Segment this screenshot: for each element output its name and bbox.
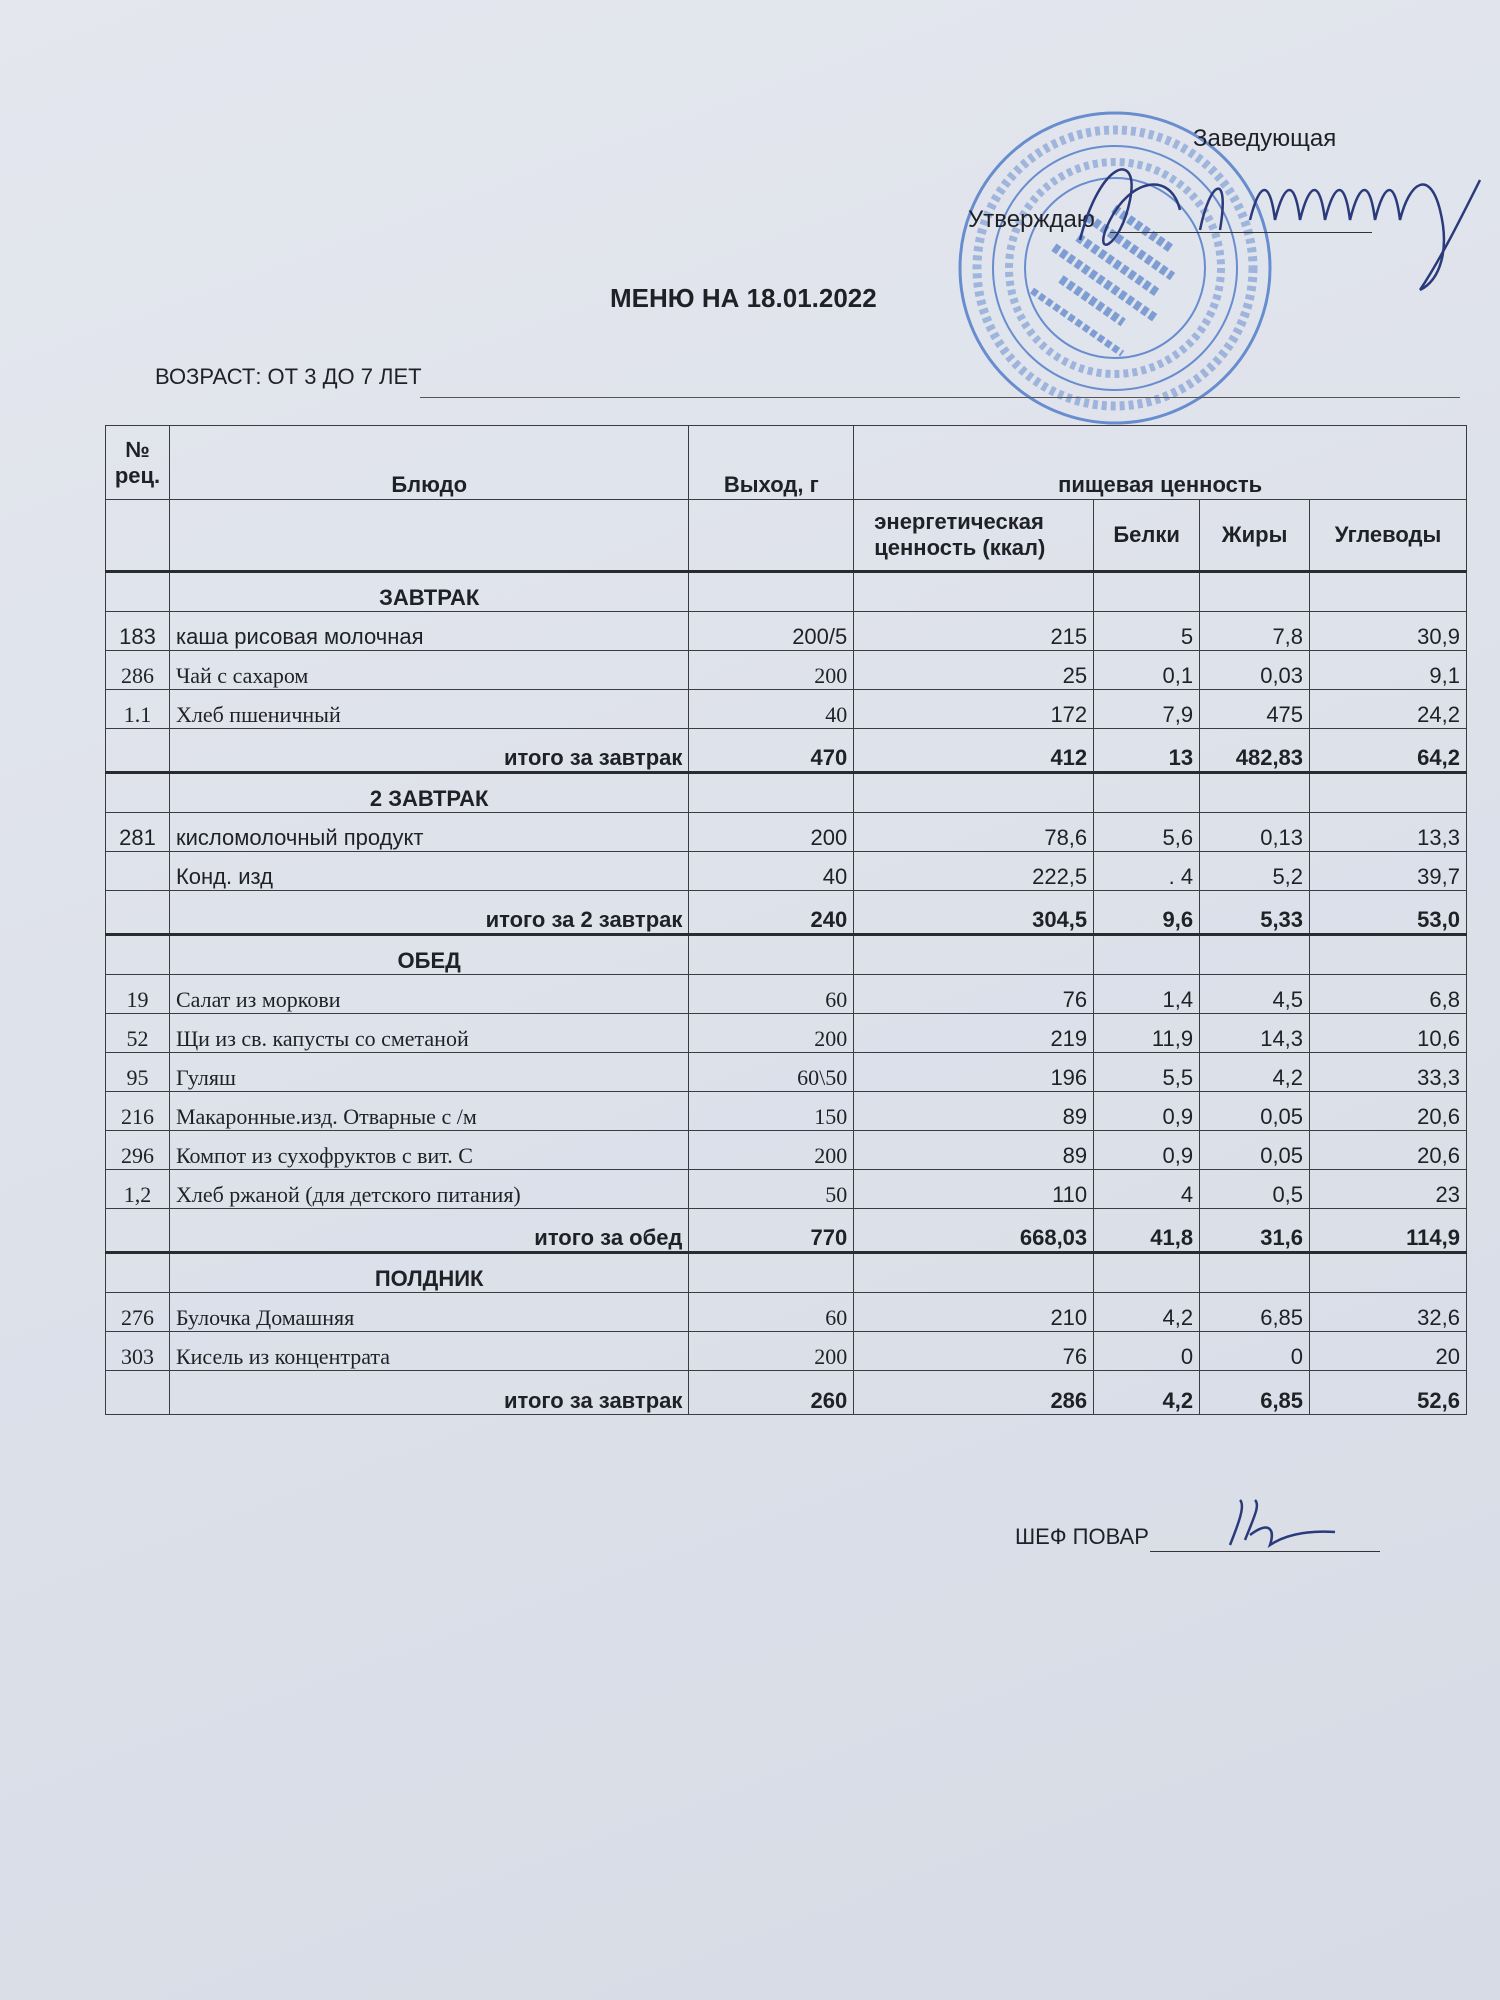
col-header-energy: энергетическая ценность (ккал) bbox=[854, 500, 1094, 572]
total-label: итого за завтрак bbox=[169, 1371, 688, 1415]
fat-value: 6,85 bbox=[1200, 1293, 1310, 1332]
table-row bbox=[106, 1131, 1467, 1170]
carbs-value: 39,7 bbox=[1310, 852, 1467, 891]
table-row bbox=[106, 1014, 1467, 1053]
col-header-dish: Блюдо bbox=[169, 426, 688, 500]
recipe-number: 19 bbox=[106, 975, 170, 1014]
dish-name: Компот из сухофруктов с вит. С bbox=[169, 1131, 688, 1170]
empty-cell bbox=[689, 1253, 854, 1293]
dish-name: Гуляш bbox=[169, 1053, 688, 1092]
menu-table bbox=[105, 425, 1467, 1415]
total-yield: 240 bbox=[689, 891, 854, 935]
total-row bbox=[106, 1371, 1467, 1415]
empty-cell bbox=[1094, 773, 1200, 813]
dish-name: кисломолочный продукт bbox=[169, 813, 688, 852]
energy-value: 219 bbox=[854, 1014, 1094, 1053]
empty-cell bbox=[1310, 1253, 1467, 1293]
table-row bbox=[106, 1332, 1467, 1371]
total-protein: 4,2 bbox=[1094, 1371, 1200, 1415]
section-header-row bbox=[106, 935, 1467, 975]
carbs-value: 20 bbox=[1310, 1332, 1467, 1371]
empty-cell bbox=[1200, 572, 1310, 612]
table-row bbox=[106, 1170, 1467, 1209]
protein-value: 5,6 bbox=[1094, 813, 1200, 852]
dish-name: Чай с сахаром bbox=[169, 651, 688, 690]
empty-cell bbox=[1200, 773, 1310, 813]
total-carbs: 64,2 bbox=[1310, 729, 1467, 773]
empty-cell bbox=[106, 729, 170, 773]
empty-cell bbox=[106, 891, 170, 935]
empty-cell bbox=[854, 935, 1094, 975]
col-header-fat: Жиры bbox=[1200, 500, 1310, 572]
empty-cell bbox=[1310, 773, 1467, 813]
empty-cell bbox=[689, 572, 854, 612]
carbs-value: 32,6 bbox=[1310, 1293, 1467, 1332]
table-row bbox=[106, 975, 1467, 1014]
yield-value: 200 bbox=[689, 1332, 854, 1371]
table-row bbox=[106, 1092, 1467, 1131]
table-row bbox=[106, 813, 1467, 852]
recipe-number: 286 bbox=[106, 651, 170, 690]
yield-value: 50 bbox=[689, 1170, 854, 1209]
table-row bbox=[106, 1053, 1467, 1092]
yield-value: 200 bbox=[689, 651, 854, 690]
dish-name: каша рисовая молочная bbox=[169, 612, 688, 651]
energy-value: 172 bbox=[854, 690, 1094, 729]
total-carbs: 52,6 bbox=[1310, 1371, 1467, 1415]
energy-value: 89 bbox=[854, 1131, 1094, 1170]
yield-value: 40 bbox=[689, 690, 854, 729]
yield-value: 150 bbox=[689, 1092, 854, 1131]
yield-value: 40 bbox=[689, 852, 854, 891]
section-header-row bbox=[106, 572, 1467, 612]
recipe-number: 183 bbox=[106, 612, 170, 651]
energy-value: 25 bbox=[854, 651, 1094, 690]
fat-value: 0 bbox=[1200, 1332, 1310, 1371]
energy-value: 222,5 bbox=[854, 852, 1094, 891]
total-fat: 482,83 bbox=[1200, 729, 1310, 773]
menu-table-body bbox=[106, 572, 1467, 1415]
recipe-number bbox=[106, 852, 170, 891]
carbs-value: 33,3 bbox=[1310, 1053, 1467, 1092]
dish-name: Салат из моркови bbox=[169, 975, 688, 1014]
empty-cell bbox=[106, 1371, 170, 1415]
yield-value: 200 bbox=[689, 1014, 854, 1053]
protein-value: 7,9 bbox=[1094, 690, 1200, 729]
recipe-number: 276 bbox=[106, 1293, 170, 1332]
table-row bbox=[106, 612, 1467, 651]
age-label: ВОЗРАСТ: ОТ 3 ДО 7 ЛЕТ bbox=[155, 364, 422, 389]
approve-label: Утверждаю bbox=[968, 206, 1095, 233]
protein-value: 0,1 bbox=[1094, 651, 1200, 690]
col-header-num: № рец. bbox=[106, 426, 170, 500]
recipe-number: 216 bbox=[106, 1092, 170, 1131]
menu-title: МЕНЮ НА 18.01.2022 bbox=[610, 283, 877, 313]
empty-cell bbox=[1200, 1253, 1310, 1293]
empty-cell bbox=[106, 773, 170, 813]
energy-value: 89 bbox=[854, 1092, 1094, 1131]
energy-value: 215 bbox=[854, 612, 1094, 651]
section-title: 2 ЗАВТРАК bbox=[169, 773, 688, 813]
total-yield: 470 bbox=[689, 729, 854, 773]
empty-cell bbox=[1094, 935, 1200, 975]
empty-cell bbox=[106, 1253, 170, 1293]
protein-value: 0,9 bbox=[1094, 1131, 1200, 1170]
recipe-number: 296 bbox=[106, 1131, 170, 1170]
dish-name: Хлеб ржаной (для детского питания) bbox=[169, 1170, 688, 1209]
empty-cell bbox=[106, 572, 170, 612]
section-header-row bbox=[106, 773, 1467, 813]
chef-signature bbox=[1215, 1490, 1345, 1560]
energy-value: 76 bbox=[854, 1332, 1094, 1371]
total-label: итого за 2 завтрак bbox=[169, 891, 688, 935]
chef-label: ШЕФ ПОВАР bbox=[1015, 1524, 1149, 1549]
section-title: ОБЕД bbox=[169, 935, 688, 975]
carbs-value: 24,2 bbox=[1310, 690, 1467, 729]
table-row bbox=[106, 852, 1467, 891]
recipe-number: 281 bbox=[106, 813, 170, 852]
carbs-value: 13,3 bbox=[1310, 813, 1467, 852]
protein-value: 1,4 bbox=[1094, 975, 1200, 1014]
dish-name: Щи из св. капусты со сметаной bbox=[169, 1014, 688, 1053]
total-protein: 41,8 bbox=[1094, 1209, 1200, 1253]
carbs-value: 20,6 bbox=[1310, 1131, 1467, 1170]
total-label: итого за завтрак bbox=[169, 729, 688, 773]
protein-value: 4,2 bbox=[1094, 1293, 1200, 1332]
total-protein: 9,6 bbox=[1094, 891, 1200, 935]
protein-value: 11,9 bbox=[1094, 1014, 1200, 1053]
yield-value: 200 bbox=[689, 1131, 854, 1170]
protein-value: 5,5 bbox=[1094, 1053, 1200, 1092]
protein-value: 5 bbox=[1094, 612, 1200, 651]
protein-value: . 4 bbox=[1094, 852, 1200, 891]
empty-cell bbox=[1094, 1253, 1200, 1293]
carbs-value: 20,6 bbox=[1310, 1092, 1467, 1131]
fat-value: 0,05 bbox=[1200, 1092, 1310, 1131]
total-fat: 5,33 bbox=[1200, 891, 1310, 935]
table-row bbox=[106, 690, 1467, 729]
head-title: Заведующая bbox=[1193, 125, 1337, 152]
total-row bbox=[106, 1209, 1467, 1253]
energy-value: 78,6 bbox=[854, 813, 1094, 852]
section-title: ПОЛДНИК bbox=[169, 1253, 688, 1293]
energy-value: 76 bbox=[854, 975, 1094, 1014]
total-energy: 304,5 bbox=[854, 891, 1094, 935]
total-row bbox=[106, 729, 1467, 773]
total-yield: 770 bbox=[689, 1209, 854, 1253]
energy-value: 196 bbox=[854, 1053, 1094, 1092]
carbs-value: 6,8 bbox=[1310, 975, 1467, 1014]
fat-value: 0,03 bbox=[1200, 651, 1310, 690]
dish-name: Кисель из концентрата bbox=[169, 1332, 688, 1371]
table-row bbox=[106, 651, 1467, 690]
fat-value: 0,05 bbox=[1200, 1131, 1310, 1170]
section-title: ЗАВТРАК bbox=[169, 572, 688, 612]
dish-name: Конд. изд bbox=[169, 852, 688, 891]
empty-cell bbox=[689, 935, 854, 975]
empty-cell bbox=[1094, 572, 1200, 612]
recipe-number: 303 bbox=[106, 1332, 170, 1371]
col-header-carbs: Углеводы bbox=[1310, 500, 1467, 572]
dish-name: Макаронные.изд. Отварные с /м bbox=[169, 1092, 688, 1131]
empty-cell bbox=[1310, 935, 1467, 975]
empty-cell bbox=[689, 773, 854, 813]
empty-cell bbox=[106, 935, 170, 975]
protein-value: 4 bbox=[1094, 1170, 1200, 1209]
carbs-value: 9,1 bbox=[1310, 651, 1467, 690]
head-signature bbox=[1060, 140, 1500, 300]
total-protein: 13 bbox=[1094, 729, 1200, 773]
energy-value: 110 bbox=[854, 1170, 1094, 1209]
empty-cell bbox=[1200, 935, 1310, 975]
protein-value: 0,9 bbox=[1094, 1092, 1200, 1131]
table-row bbox=[106, 1293, 1467, 1332]
yield-value: 60\50 bbox=[689, 1053, 854, 1092]
fat-value: 14,3 bbox=[1200, 1014, 1310, 1053]
carbs-value: 30,9 bbox=[1310, 612, 1467, 651]
total-carbs: 114,9 bbox=[1310, 1209, 1467, 1253]
total-energy: 286 bbox=[854, 1371, 1094, 1415]
protein-value: 0 bbox=[1094, 1332, 1200, 1371]
empty-cell bbox=[106, 1209, 170, 1253]
empty-cell bbox=[854, 1253, 1094, 1293]
total-energy: 412 bbox=[854, 729, 1094, 773]
empty-cell bbox=[854, 572, 1094, 612]
col-header-yield: Выход, г bbox=[689, 426, 854, 500]
col-header-protein: Белки bbox=[1094, 500, 1200, 572]
yield-value: 60 bbox=[689, 1293, 854, 1332]
fat-value: 7,8 bbox=[1200, 612, 1310, 651]
yield-value: 60 bbox=[689, 975, 854, 1014]
fat-value: 5,2 bbox=[1200, 852, 1310, 891]
dish-name: Хлеб пшеничный bbox=[169, 690, 688, 729]
fat-value: 475 bbox=[1200, 690, 1310, 729]
col-header-nutrition: пищевая ценность bbox=[854, 426, 1467, 500]
yield-value: 200/5 bbox=[689, 612, 854, 651]
dish-name: Булочка Домашняя bbox=[169, 1293, 688, 1332]
fat-value: 4,2 bbox=[1200, 1053, 1310, 1092]
fat-value: 4,5 bbox=[1200, 975, 1310, 1014]
total-energy: 668,03 bbox=[854, 1209, 1094, 1253]
recipe-number: 1,2 bbox=[106, 1170, 170, 1209]
empty-cell bbox=[854, 773, 1094, 813]
recipe-number: 52 bbox=[106, 1014, 170, 1053]
carbs-value: 23 bbox=[1310, 1170, 1467, 1209]
yield-value: 200 bbox=[689, 813, 854, 852]
fat-value: 0,13 bbox=[1200, 813, 1310, 852]
fat-value: 0,5 bbox=[1200, 1170, 1310, 1209]
total-label: итого за обед bbox=[169, 1209, 688, 1253]
carbs-value: 10,6 bbox=[1310, 1014, 1467, 1053]
section-header-row bbox=[106, 1253, 1467, 1293]
divider bbox=[420, 397, 1460, 398]
recipe-number: 1.1 bbox=[106, 690, 170, 729]
total-yield: 260 bbox=[689, 1371, 854, 1415]
empty-cell bbox=[1310, 572, 1467, 612]
total-carbs: 53,0 bbox=[1310, 891, 1467, 935]
recipe-number: 95 bbox=[106, 1053, 170, 1092]
total-fat: 31,6 bbox=[1200, 1209, 1310, 1253]
total-fat: 6,85 bbox=[1200, 1371, 1310, 1415]
total-row bbox=[106, 891, 1467, 935]
energy-value: 210 bbox=[854, 1293, 1094, 1332]
